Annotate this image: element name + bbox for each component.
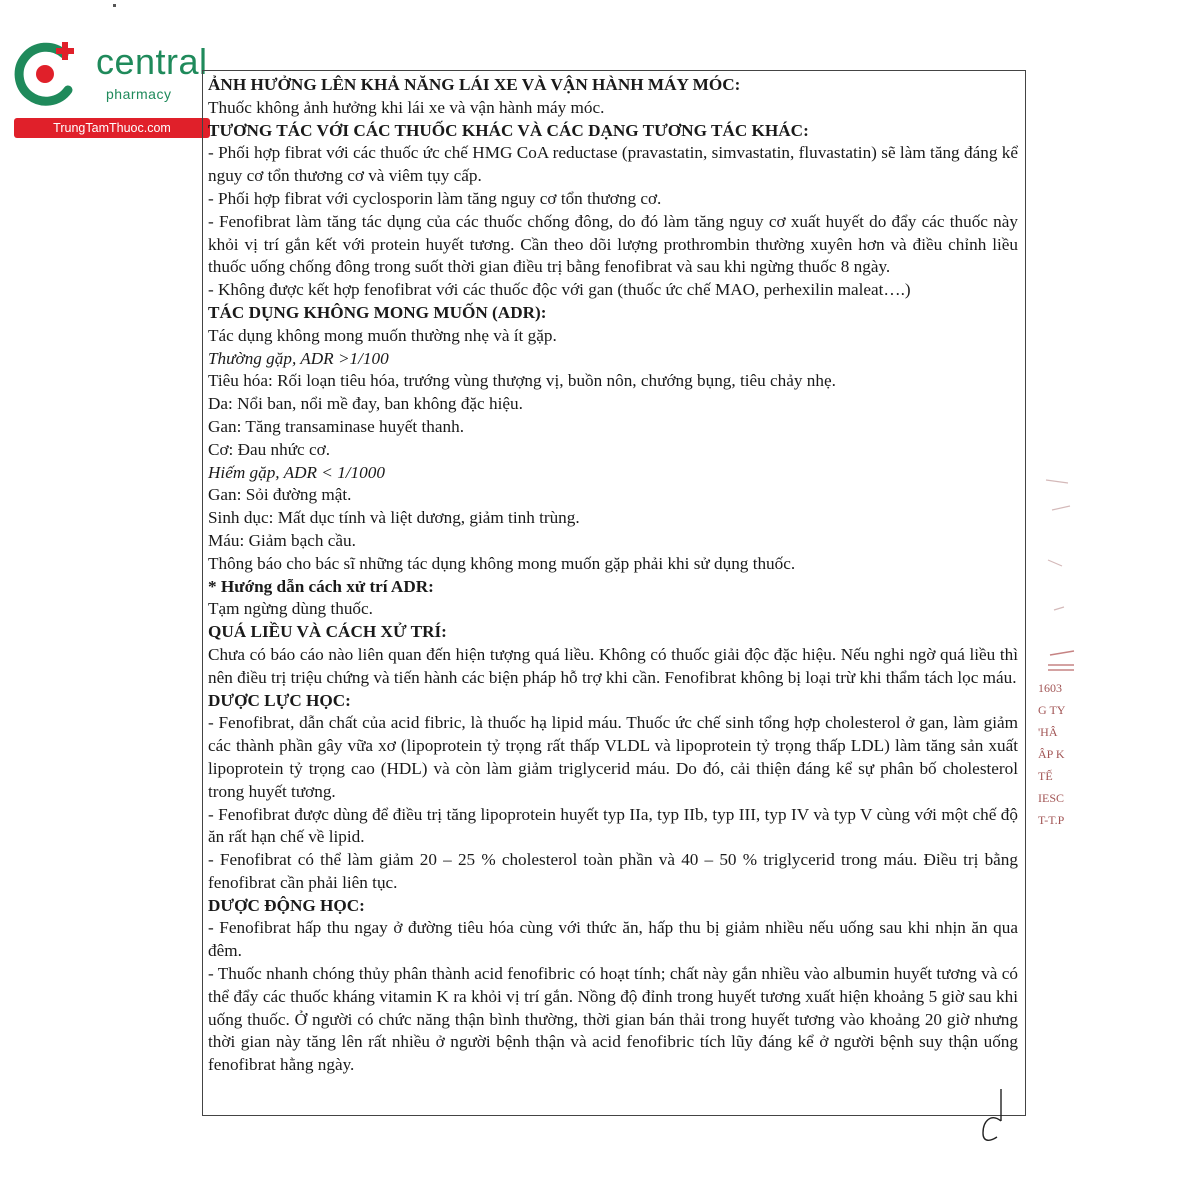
document-body [208,74,1018,1077]
section-heading: TƯƠNG TÁC VỚI CÁC THUỐC KHÁC VÀ CÁC DẠNG TƯƠNG TÁC KHÁC: [208,120,809,140]
stamp-text-line: 'HÂ [1038,725,1058,739]
section-heading: TÁC DỤNG KHÔNG MONG MUỐN (ADR): [208,302,547,322]
stamp-text-line: G TY [1038,703,1066,717]
stamp-edge-icon [1032,470,1082,850]
frequency-label: Hiếm gặp, ADR < 1/1000 [208,462,385,482]
paragraph: - Fenofibrat hấp thu ngay ở đường tiêu hóa cùng với thức ăn, hấp thu bị giảm nhiều nếu uống sau khi nhịn ăn qua đêm. [208,918,1018,961]
paragraph: Cơ: Đau nhức cơ. [208,439,330,459]
stamp-text-line: IESC [1038,791,1065,805]
stamp-text-line: 1603 [1038,681,1062,695]
scan-speck [113,4,116,7]
paragraph: Thông báo cho bác sĩ những tác dụng không mong muốn gặp phải khi sử dụng thuốc. [208,553,796,573]
paragraph: Tác dụng không mong muốn thường nhẹ và ít gặp. [208,325,557,345]
svg-text:1603G TY'HÂÂP KTẾIESCT-T.P [1038,681,1066,827]
stamp-text-line: TẾ [1038,769,1053,783]
paragraph: Máu: Giảm bạch cầu. [208,530,356,550]
section-heading: ẢNH HƯỞNG LÊN KHẢ NĂNG LÁI XE VÀ VẬN HÀNH MÁY MÓC: [208,75,741,94]
paragraph: - Không được kết hợp fenofibrat với các thuốc độc với gan (thuốc ức chế MAO, perhexilin maleat….) [208,280,911,300]
logo-mark-icon [12,40,82,110]
paragraph: - Fenofibrat có thể làm giảm 20 – 25 % cholesterol toàn phần và 40 – 50 % triglycerid trong máu. Điều trị bằng fenofibrat cần phải liên tục. [208,850,1018,892]
section-heading: DƯỢC LỰC HỌC: [208,690,351,710]
paragraph: Gan: Sỏi đường mật. [208,485,352,505]
paragraph: - Fenofibrat, dẫn chất của acid fibric, là thuốc hạ lipid máu. Thuốc ức chế sinh tổng hợp cholesterol ở gan, làm giảm các thành phần gây vữa xơ (lipoprotein tỷ trọng rất thấp VLDL và lipoprotein tỷ trọng thấp LDL) làm tăng sản xuất lipoprotein tỷ trọng cao (HDL) và còn làm giảm triglycerid máu. Do đó, cải thiện đáng kể sự phân bố cholesterol trong huyết tương. [208,713,1018,801]
paragraph: - Fenofibrat được dùng để điều trị tăng lipoprotein huyết typ IIa, typ IIb, typ III, typ IV và typ V cùng với một chế độ ăn rất hạn chế về lipid. [208,804,1018,847]
paragraph: Gan: Tăng transaminase huyết thanh. [208,416,464,436]
paragraph: Da: Nổi ban, nổi mề đay, ban không đặc hiệu. [208,394,523,414]
section-heading: * Hướng dẫn cách xử trí ADR: [208,576,434,596]
paragraph: Tiêu hóa: Rối loạn tiêu hóa, trướng vùng thượng vị, buồn nôn, chướng bụng, tiêu chảy nhẹ. [208,371,836,391]
section-heading: DƯỢC ĐỘNG HỌC: [208,895,365,915]
paragraph: - Fenofibrat làm tăng tác dụng của các thuốc chống đông, do đó làm tăng nguy cơ xuất huyết do đẩy các thuốc này khỏi vị trí gắn kết với protein huyết tương. Cần theo dõi lượng prothrombin thường xuyên hơn và điều chỉnh liều thuốc uống chống đông trong suốt thời gian điều trị bằng fenofibrat và sau khi ngừng thuốc 8 ngày. [208,211,1018,277]
central-pharmacy-logo[interactable] [8,38,213,138]
logo-subtitle: pharmacy [106,86,172,102]
paragraph: - Phối hợp fibrat với cyclosporin làm tăng nguy cơ tổn thương cơ. [208,188,662,208]
section-heading: QUÁ LIỀU VÀ CÁCH XỬ TRÍ: [208,622,447,642]
logo-name: central [96,41,208,82]
stamp-text-line: T-T.P [1038,813,1065,827]
paragraph: Thuốc không ảnh hưởng khi lái xe và vận hành máy móc. [208,97,605,117]
paragraph: Tạm ngừng dùng thuốc. [208,599,373,619]
stamp-text-line: ÂP K [1038,747,1065,761]
signature-mark-icon [975,1085,1015,1150]
paragraph: Sinh dục: Mất dục tính và liệt dương, giảm tinh trùng. [208,508,580,528]
frequency-label: Thường gặp, ADR >1/100 [208,348,389,368]
paragraph: Chưa có báo cáo nào liên quan đến hiện tượng quá liều. Không có thuốc giải độc đặc hiệu. Nếu nghi ngờ quá liều thì nên điều trị triệu chứng và tiến hành các biện pháp hỗ trợ khi cần. Fenofibrat không bị loại trừ khi thẩm tách lọc máu. [208,644,1018,687]
logo-website[interactable]: TrungTamThuoc.com [14,118,210,138]
paragraph: - Thuốc nhanh chóng thủy phân thành acid fenofibric có hoạt tính; chất này gắn nhiều vào albumin huyết tương và có thể đẩy các thuốc kháng vitamin K ra khỏi vị trí gắn. Nồng độ đỉnh trong huyết tương xuất hiện khoảng 5 giờ sau khi uống thuốc. Ở người có chức năng thận bình thường, thời gian bán thải trong huyết tương vào khoảng 20 giờ nhưng thời gian này tăng lên rất nhiều ở người bệnh thận và acid fenofibric tích lũy đáng kể ở người bệnh suy thận uống fenofibrat hằng ngày. [208,964,1018,1075]
paragraph: - Phối hợp fibrat với các thuốc ức chế HMG CoA reductase (pravastatin, simvastatin, fluvastatin) sẽ làm tăng đáng kể nguy cơ tổn thương cơ và viêm tụy cấp. [208,143,1018,186]
